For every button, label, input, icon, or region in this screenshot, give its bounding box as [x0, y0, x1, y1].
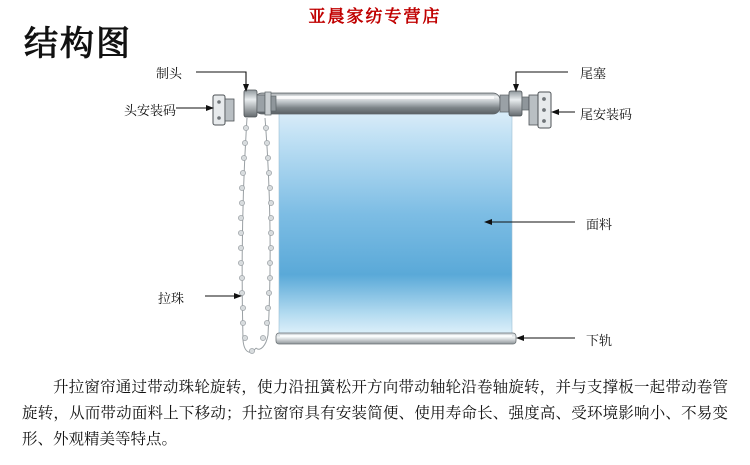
page-title: 结构图 [24, 24, 132, 64]
label-bottom-rail: 下轨 [586, 334, 613, 349]
head-mounting-bracket [213, 95, 234, 125]
label-control-head: 制头 [156, 67, 183, 82]
description-caption: 升拉窗帘通过带动珠轮旋转，使力沿扭簧松开方向带动轴轮沿卷轴旋转，并与支撑板一起带动卷管旋转，从而带动面料上下移动；升拉窗帘具有安装简便、使用寿命长、强度高、受环境影响小、不易变形、外观精美等特点。 [22, 378, 728, 448]
label-tail-plug: 尾塞 [580, 67, 607, 82]
bead-chain [242, 118, 270, 352]
roller-tube [255, 93, 500, 114]
bottom-rail [276, 333, 516, 344]
label-bead-chain: 拉珠 [158, 292, 185, 307]
tail-plug [500, 91, 529, 116]
label-fabric: 面料 [586, 218, 613, 233]
store-brand-name: 亚晨家纺专营店 [308, 7, 442, 27]
tail-mounting-bracket [529, 92, 551, 128]
label-tail-bracket: 尾安装码 [580, 108, 633, 123]
label-head-bracket: 头安装码 [124, 104, 177, 119]
fabric-sheet [279, 112, 512, 338]
